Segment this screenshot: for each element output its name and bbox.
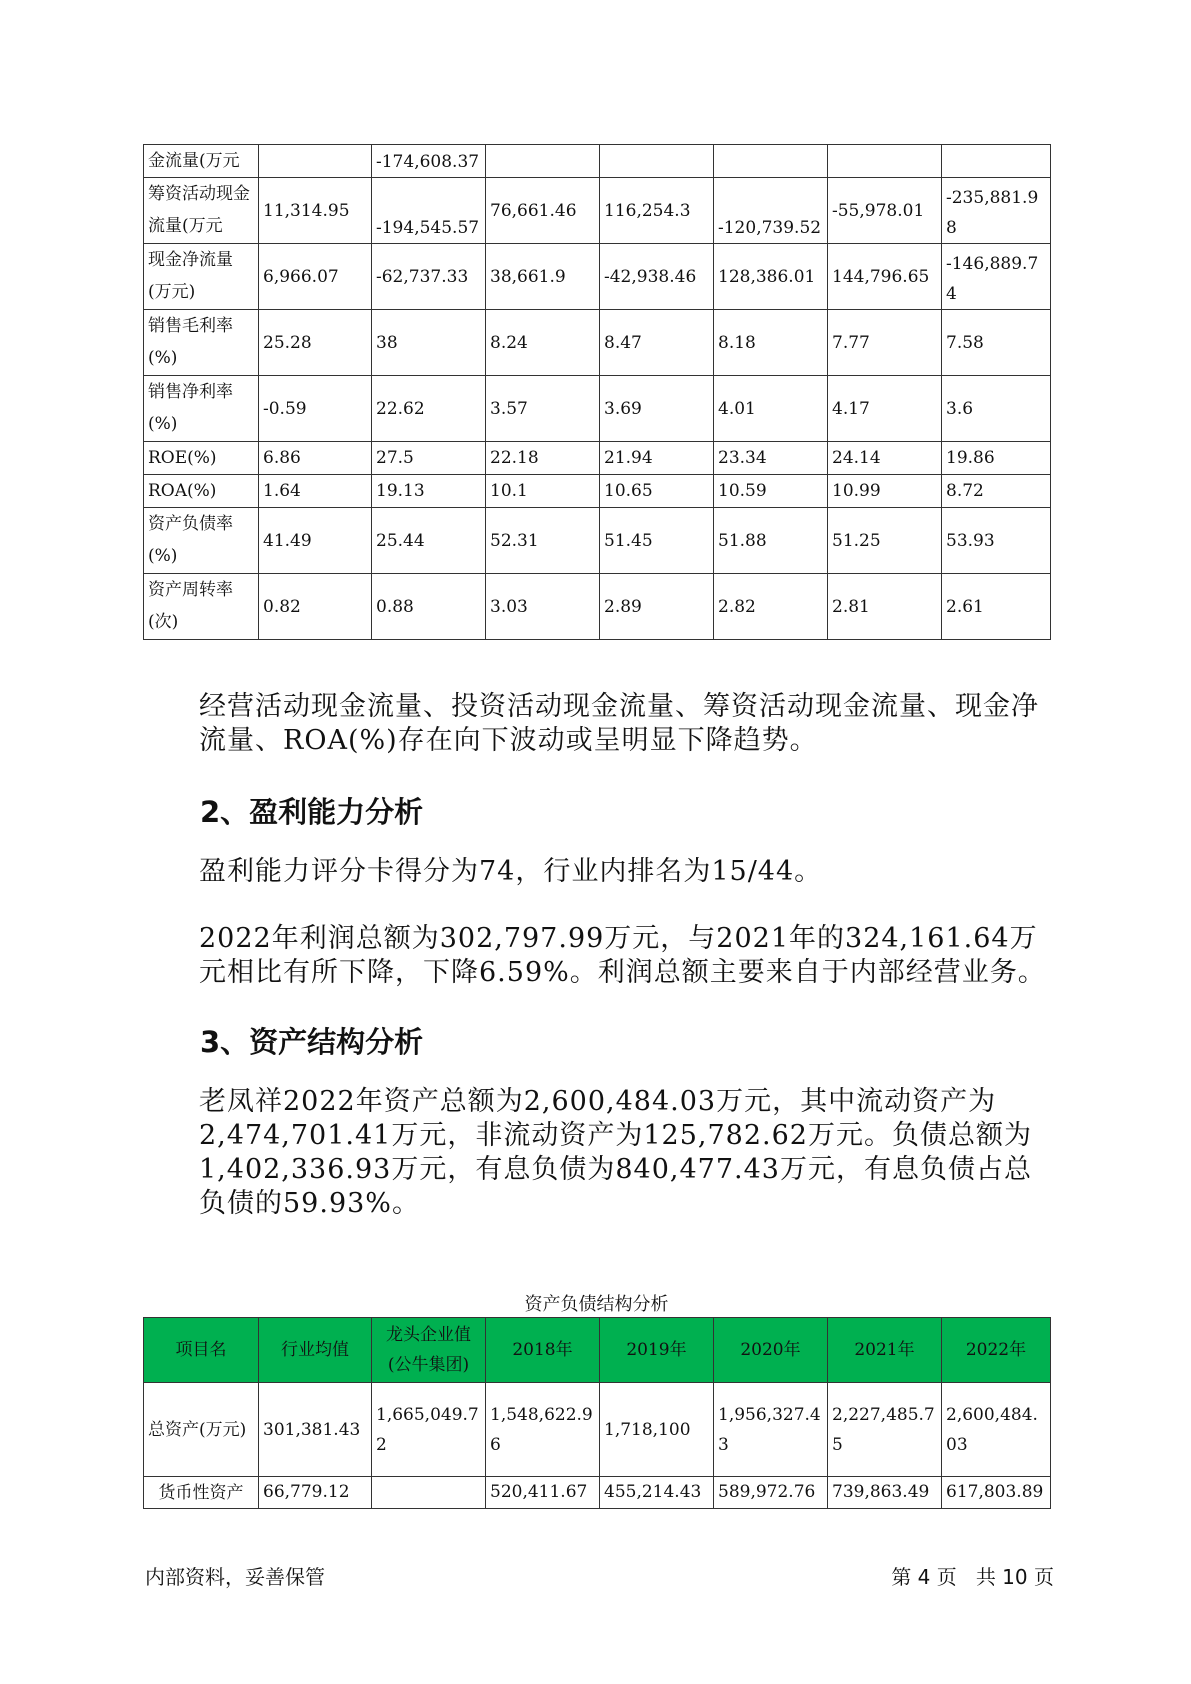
- row-label: 现金净流量(万元): [144, 244, 259, 310]
- table-row: [144, 178, 1051, 244]
- table-cell: 66,779.12: [259, 1477, 372, 1509]
- table-cell: 1.64: [259, 475, 372, 508]
- table-cell: [486, 145, 600, 178]
- row-label: 货币性资产: [144, 1477, 259, 1509]
- table-cell: 24.14: [828, 442, 942, 475]
- asset-liability-table: [143, 1317, 1051, 1509]
- paragraph-text: 盈利能力评分卡得分为74，行业内排名为15/44。: [199, 856, 823, 887]
- table-cell: -55,978.01: [828, 178, 942, 244]
- table-cell: 128,386.01: [714, 244, 828, 310]
- table-cell: 38,661.9: [486, 244, 600, 310]
- table-cell: 116,254.3: [600, 178, 714, 244]
- table-cell: 51.25: [828, 508, 942, 574]
- header-cell: 项目名: [144, 1318, 259, 1383]
- table-cell: 8.18: [714, 310, 828, 376]
- table-cell: 1,548,622.96: [486, 1383, 600, 1477]
- table-cell: 27.5: [372, 442, 486, 475]
- table-cell: [259, 145, 372, 178]
- table-cell: -146,889.74: [942, 244, 1051, 310]
- table-cell: 22.18: [486, 442, 600, 475]
- table-cell: 38: [372, 310, 486, 376]
- table-cell: 4.17: [828, 376, 942, 442]
- table-cell: 52.31: [486, 508, 600, 574]
- table-cell: 21.94: [600, 442, 714, 475]
- table-cell: [372, 1477, 486, 1509]
- table-cell: 739,863.49: [828, 1477, 942, 1509]
- table-cell: 1,665,049.72: [372, 1383, 486, 1477]
- row-label: 资产负债率(%): [144, 508, 259, 574]
- table-row: [144, 475, 1051, 508]
- header-cell: 龙头企业值(公牛集团): [372, 1318, 486, 1383]
- row-label: 销售毛利率(%): [144, 310, 259, 376]
- header-cell: 2021年: [828, 1318, 942, 1383]
- table-cell: 51.88: [714, 508, 828, 574]
- table-cell: 1,718,100: [600, 1383, 714, 1477]
- paragraph-text: 老凤祥2022年资产总额为2,600,484.03万元，其中流动资产为2,474,701.41万元，非流动资产为125,782.62万元。负债总额为1,402,336.93万元，有息负债为840,477.43万元，有息负债占总负债的59.93%。: [199, 1086, 1032, 1219]
- table-cell: 0.88: [372, 574, 486, 640]
- row-label: 总资产(万元): [144, 1383, 259, 1477]
- table-cell: 8.72: [942, 475, 1051, 508]
- row-label: 筹资活动现金流量(万元: [144, 178, 259, 244]
- table-cell: 6.86: [259, 442, 372, 475]
- table-cell: 11,314.95: [259, 178, 372, 244]
- paragraph-profit-total: [143, 922, 1053, 990]
- row-label: 资产周转率(次): [144, 574, 259, 640]
- table-row: [144, 1477, 1051, 1509]
- table-row: [144, 1383, 1051, 1477]
- table-cell: -42,938.46: [600, 244, 714, 310]
- table-cell: 617,803.89: [942, 1477, 1051, 1509]
- table-cell: 19.13: [372, 475, 486, 508]
- table-cell: 301,381.43: [259, 1383, 372, 1477]
- paragraph-text: 2022年利润总额为302,797.99万元，与2021年的324,161.64万元相比有所下降，下降6.59%。利润总额主要来自于内部经营业务。: [199, 923, 1046, 988]
- table-cell: 41.49: [259, 508, 372, 574]
- table-cell: 8.24: [486, 310, 600, 376]
- table-cell: 455,214.43: [600, 1477, 714, 1509]
- table-cell: -62,737.33: [372, 244, 486, 310]
- paragraph-asset-structure: [143, 1085, 1053, 1221]
- table-caption: 资产负债结构分析: [524, 1294, 669, 1315]
- table-row: [144, 145, 1051, 178]
- table-cell: 3.57: [486, 376, 600, 442]
- table-cell: 7.77: [828, 310, 942, 376]
- table-row: [144, 574, 1051, 640]
- table-row: [144, 442, 1051, 475]
- table-cell: 1,956,327.43: [714, 1383, 828, 1477]
- table-cell: 6,966.07: [259, 244, 372, 310]
- table-cell: 2,600,484.03: [942, 1383, 1051, 1477]
- table-cell: 3.69: [600, 376, 714, 442]
- table-cell: 4.01: [714, 376, 828, 442]
- table-cell: -235,881.98: [942, 178, 1051, 244]
- table-cell: 589,972.76: [714, 1477, 828, 1509]
- footer-page-number: 第 4 页 共 10 页: [891, 1565, 1054, 1589]
- table-cell: 10.99: [828, 475, 942, 508]
- table-cell: 7.58: [942, 310, 1051, 376]
- section-heading-profitability: 2、盈利能力分析: [200, 795, 424, 829]
- table-cell: -174,608.37: [372, 145, 486, 178]
- table-cell: 3.03: [486, 574, 600, 640]
- table-cell: 2.89: [600, 574, 714, 640]
- header-cell: 2018年: [486, 1318, 600, 1383]
- paragraph-profit-score: [143, 855, 1053, 889]
- table-row: [144, 508, 1051, 574]
- table-cell: 10.65: [600, 475, 714, 508]
- table-cell: 19.86: [942, 442, 1051, 475]
- table-header-row: [144, 1318, 1051, 1383]
- table-cell: 520,411.67: [486, 1477, 600, 1509]
- table-cell: 0.82: [259, 574, 372, 640]
- row-label: 金流量(万元: [144, 145, 259, 178]
- table-row: [144, 310, 1051, 376]
- table-cell: 25.28: [259, 310, 372, 376]
- table-cell: [600, 145, 714, 178]
- table-cell: 2.61: [942, 574, 1051, 640]
- paragraph-cashflow-trend: [143, 690, 1053, 758]
- header-cell: 2020年: [714, 1318, 828, 1383]
- header-cell: 2022年: [942, 1318, 1051, 1383]
- row-label: ROE(%): [144, 442, 259, 475]
- section-heading-asset-structure: 3、资产结构分析: [200, 1025, 424, 1059]
- table-cell: 22.62: [372, 376, 486, 442]
- table-cell: 144,796.65: [828, 244, 942, 310]
- row-label: ROA(%): [144, 475, 259, 508]
- table-cell: [714, 145, 828, 178]
- table-cell: -194,545.57: [372, 178, 486, 244]
- table-row: [144, 376, 1051, 442]
- table-cell: -120,739.52: [714, 178, 828, 244]
- table-cell: 2.81: [828, 574, 942, 640]
- table-cell: 51.45: [600, 508, 714, 574]
- table-cell: 10.1: [486, 475, 600, 508]
- financial-indicator-table: [143, 144, 1051, 640]
- table-cell: 76,661.46: [486, 178, 600, 244]
- table-cell: -0.59: [259, 376, 372, 442]
- table-cell: 23.34: [714, 442, 828, 475]
- table-cell: 53.93: [942, 508, 1051, 574]
- footer-confidential-note: 内部资料，妥善保管: [145, 1565, 325, 1589]
- table-cell: 25.44: [372, 508, 486, 574]
- table-cell: 8.47: [600, 310, 714, 376]
- table-cell: 2,227,485.75: [828, 1383, 942, 1477]
- table-cell: [828, 145, 942, 178]
- table-cell: 3.6: [942, 376, 1051, 442]
- table-row: [144, 244, 1051, 310]
- table-cell: 2.82: [714, 574, 828, 640]
- table-cell: [942, 145, 1051, 178]
- header-cell: 行业均值: [259, 1318, 372, 1383]
- row-label: 销售净利率(%): [144, 376, 259, 442]
- table-cell: 10.59: [714, 475, 828, 508]
- paragraph-text: 经营活动现金流量、投资活动现金流量、筹资活动现金流量、现金净流量、ROA(%)存在向下波动或呈明显下降趋势。: [199, 691, 1039, 756]
- header-cell: 2019年: [600, 1318, 714, 1383]
